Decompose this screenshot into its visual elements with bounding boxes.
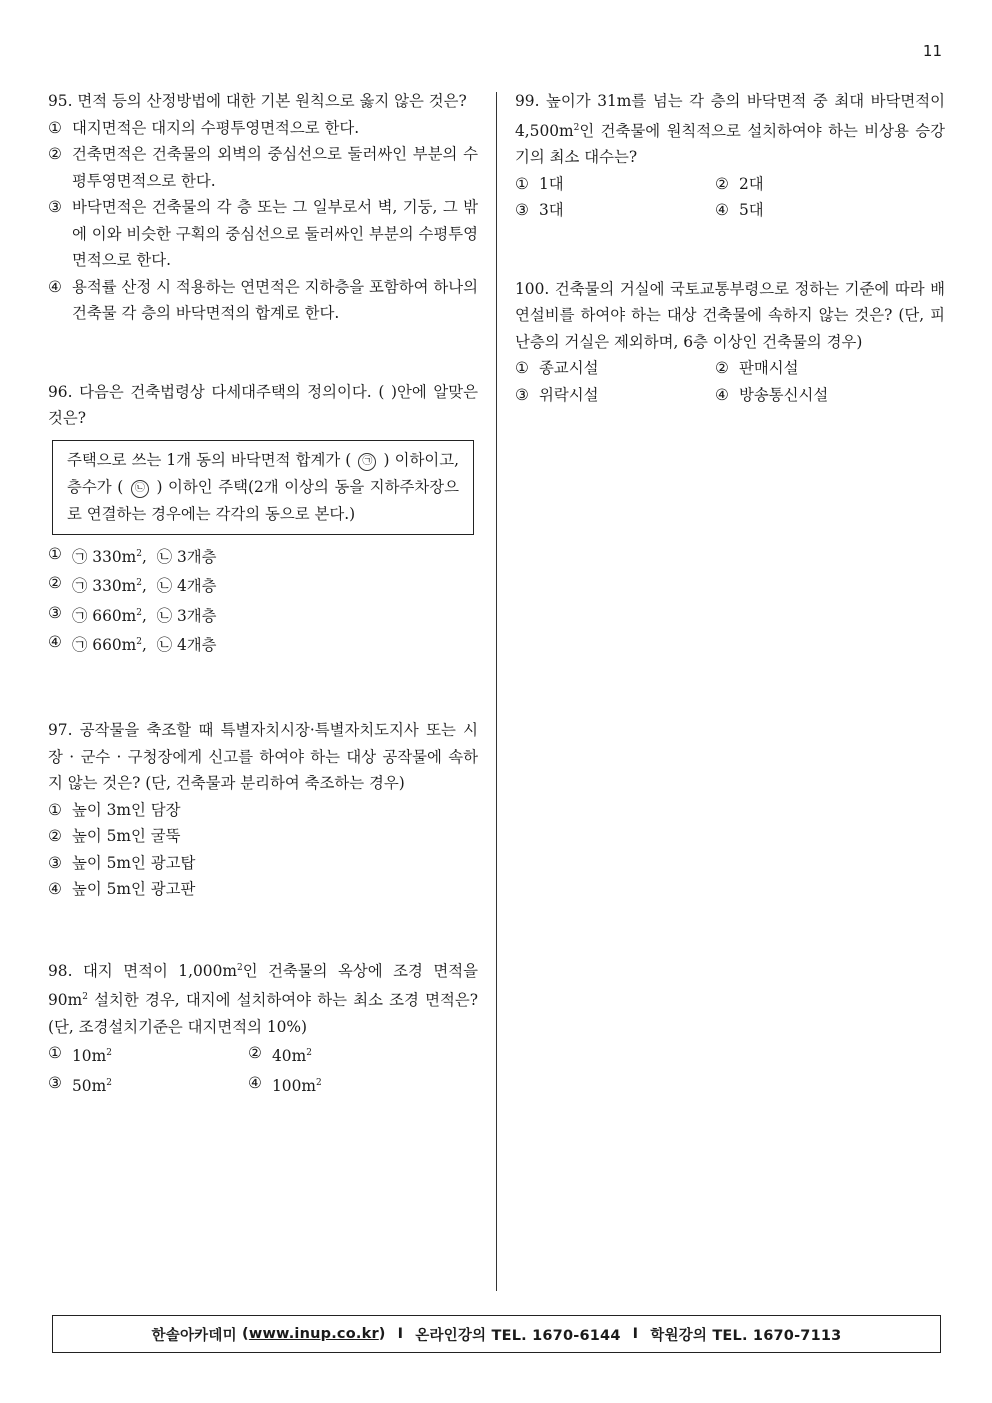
offline-course-phone: 학원강의 TEL. 1670-7113 <box>650 1327 842 1344</box>
option-mark: ④ <box>715 201 729 220</box>
superscript: 2 <box>236 962 243 973</box>
option-text: 3대 <box>539 201 564 220</box>
superscript: 2 <box>106 1048 112 1059</box>
option-mark: ② <box>715 359 729 378</box>
option[interactable] <box>48 876 478 903</box>
option-mark: ③ <box>515 201 529 220</box>
stem-text: 98. 대지 면적이 1,000m <box>48 961 237 980</box>
option-mark: ③ <box>48 1073 62 1092</box>
option-text: 용적률 산정 시 적용하는 연면적은 지하층을 포함하여 하나의 건축물 각 층의 바닥면적의 합계로 한다. <box>72 277 478 322</box>
option-mark: ③ <box>48 853 62 872</box>
option-text: 100m <box>272 1077 316 1095</box>
option-mark: ③ <box>515 385 529 404</box>
column-divider <box>496 92 497 1291</box>
option[interactable] <box>48 850 478 877</box>
option[interactable] <box>48 1040 248 1070</box>
option[interactable]: ② ㉠ $330m^2$, ㉡ 4개층 <box>48 570 478 600</box>
option-text: 높이 5m인 굴뚝 <box>72 827 181 845</box>
option-mark: ④ <box>48 633 62 652</box>
question-95-stem: 95. 면적 등의 산정방법에 대한 기본 원칙으로 옳지 않은 것은? <box>48 92 467 110</box>
option-mark: ③ <box>48 198 62 216</box>
option-text: 높이 3m인 담장 <box>72 800 181 819</box>
option-text: 10m <box>72 1047 107 1066</box>
superscript: 2 <box>136 578 142 589</box>
option-mark: ① <box>515 359 529 378</box>
definition-text: ) 이하이고, 층수가 ( <box>67 450 459 496</box>
definition-box <box>52 440 474 535</box>
question-97 <box>48 717 478 903</box>
option-mark: ① <box>48 118 62 137</box>
stem-text: 99. 높이가 31m를 넘는 각 층의 바닥면적 중 최대 바닥면적이 4,500m <box>515 92 945 140</box>
question-98 <box>48 955 478 1100</box>
option[interactable] <box>248 1070 448 1100</box>
option[interactable] <box>48 1070 248 1100</box>
question-100 <box>515 276 945 409</box>
option-text: 50m <box>72 1077 107 1095</box>
footer-separator: I <box>397 1326 404 1342</box>
page-number: 11 <box>922 42 942 60</box>
superscript: 2 <box>315 1077 322 1088</box>
option-mark: ① <box>48 1044 62 1063</box>
option-mark: ④ <box>715 385 729 404</box>
option[interactable] <box>48 797 478 824</box>
option-text: 높이 5m인 광고판 <box>72 880 196 898</box>
option[interactable] <box>515 355 715 382</box>
footer-banner: 한솔아카데미 ( www.inup.co.kr ) I 온라인강의 TEL. 1670-6144 I 학원강의 TEL. 1670-7113 <box>52 1315 941 1353</box>
option-mark: ② <box>715 174 729 193</box>
superscript: 2 <box>136 637 142 648</box>
online-course-phone: 온라인강의 TEL. 1670-6144 <box>415 1327 621 1344</box>
option[interactable] <box>515 197 715 224</box>
option[interactable] <box>248 1040 448 1070</box>
question-97-stem: 97. 공작물을 축조할 때 특별자치시장·특별자치도지사 또는 시장 · 군수 · 구청장에게 신고를 하여야 하는 대상 공작물에 속하지 않는 것은? (단, 건축물과 분리하여 축조하는 경우) <box>48 721 478 792</box>
option-text: 1대 <box>539 174 564 193</box>
option-text: 판매시설 <box>739 359 799 378</box>
options-grid <box>48 1040 478 1099</box>
question-100-stem: 100. 건축물의 거실에 국토교통부령으로 정하는 기준에 따라 배연설비를 하여야 하는 대상 건축물에 속하지 않는 것은? (단, 피난층의 거실은 제외하며, 6층 이상인 건축물의 경우) <box>515 279 945 351</box>
left-column <box>48 88 478 1100</box>
option[interactable] <box>515 382 715 409</box>
option-mark: ① <box>515 174 529 193</box>
definition-text: ) 이하인 주택(2개 이상의 동을 지하주차장으로 연결하는 경우에는 각각의 동으로 본다.) <box>67 477 459 523</box>
option-value-a: ㉠ 660m <box>72 606 137 625</box>
option[interactable]: ③ ㉠ $660m^2$, ㉡ 3개층 <box>48 600 478 630</box>
option-value-a: ㉠ 660m <box>72 636 137 655</box>
question-96 <box>48 379 478 660</box>
option-text: 종교시설 <box>539 359 599 378</box>
option[interactable] <box>515 171 715 198</box>
option[interactable] <box>48 115 478 142</box>
option-mark: ② <box>48 574 62 593</box>
option-text: 대지면적은 대지의 수평투영면적으로 한다. <box>72 118 360 137</box>
question-98-stem <box>48 955 478 1041</box>
option-mark: ② <box>248 1044 262 1063</box>
superscript: 2 <box>136 607 142 618</box>
option-value-b: ㉡ 3개층 <box>156 606 217 625</box>
option-mark: ② <box>48 145 62 163</box>
option[interactable] <box>715 171 915 198</box>
option[interactable] <box>48 823 478 850</box>
options-grid <box>515 355 945 408</box>
superscript: 2 <box>106 1077 112 1088</box>
question-99-stem <box>515 88 945 171</box>
option-text: 위락시설 <box>539 385 599 404</box>
option[interactable] <box>48 274 478 327</box>
option[interactable] <box>48 141 478 194</box>
superscript: 2 <box>82 992 88 1003</box>
option-mark: ④ <box>48 880 62 898</box>
option-value-a: ㉠ 330m <box>72 547 137 566</box>
option-value-b: ㉡ 4개층 <box>156 577 217 596</box>
superscript: 2 <box>306 1048 312 1059</box>
blank-b-marker: ㉡ <box>131 480 149 498</box>
definition-text: 주택으로 쓰는 1개 동의 바닥면적 합계가 ( <box>67 450 352 469</box>
option[interactable]: ① ㉠ $330m^2$, ㉡ 3개층 <box>48 541 478 571</box>
option[interactable] <box>48 194 478 274</box>
academy-link[interactable]: www.inup.co.kr <box>248 1326 379 1342</box>
option-mark: ① <box>48 800 62 819</box>
option-text: 바닥면적은 건축물의 각 층 또는 그 일부로서 벽, 기둥, 그 밖에 이와 비슷한 구획의 중심선으로 둘러싸인 부분의 수평투영면적으로 한다. <box>72 198 478 269</box>
stem-text: 인 건축물에 원칙적으로 설치하여야 하는 비상용 승강기의 최소 대수는? <box>515 121 945 167</box>
option-text: 건축면적은 건축물의 외벽의 중심선으로 둘러싸인 부분의 수평투영면적으로 한다. <box>72 145 478 190</box>
question-99 <box>515 88 945 224</box>
option[interactable] <box>715 355 915 382</box>
option[interactable] <box>715 382 915 409</box>
option-mark: ① <box>48 544 62 563</box>
option-mark: ④ <box>48 277 62 296</box>
option[interactable]: ④ ㉠ $660m^2$, ㉡ 4개층 <box>48 629 478 659</box>
option-text: 40m <box>272 1047 307 1066</box>
stem-text: 설치한 경우, 대지에 설치하여야 하는 최소 조경 면적은? (단, 조경설치기준은 대지면적의 10%) <box>48 991 478 1036</box>
question-95 <box>48 88 478 327</box>
option-mark: ② <box>48 827 62 845</box>
option-value-b: ㉡ 4개층 <box>156 636 217 655</box>
blank-a-marker: ㉠ <box>358 453 376 471</box>
option-text: 5대 <box>739 201 764 220</box>
right-column <box>515 88 945 408</box>
stem-text: 인 건축물의 옥상에 조경 면적을 90m <box>48 961 478 1010</box>
option-text: 방송통신시설 <box>739 385 829 404</box>
question-96-stem: 96. 다음은 건축법령상 다세대주택의 정의이다. ( )안에 알맞은 것은? <box>48 382 478 427</box>
option-mark: ③ <box>48 603 62 622</box>
options-grid <box>515 171 945 224</box>
option[interactable] <box>715 197 915 224</box>
superscript: 2 <box>573 122 580 133</box>
option-text: 2대 <box>739 174 764 193</box>
footer-separator: I <box>632 1326 639 1342</box>
superscript: 2 <box>136 548 142 559</box>
option-value-b: ㉡ 3개층 <box>156 547 217 566</box>
academy-name: 한솔아카데미 <box>151 1327 237 1344</box>
option-mark: ④ <box>248 1073 262 1092</box>
option-value-a: ㉠ 330m <box>72 577 137 596</box>
option-text: 높이 5m인 광고탑 <box>72 853 196 872</box>
